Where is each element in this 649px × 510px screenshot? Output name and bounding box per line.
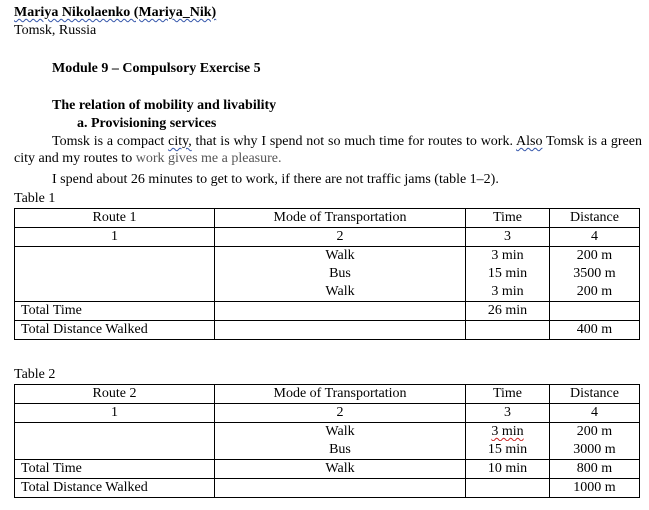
table-cell bbox=[215, 479, 466, 498]
table-cell: 200 m bbox=[550, 247, 640, 266]
table-1-number-cell: 3 bbox=[466, 228, 550, 247]
table-row bbox=[15, 321, 640, 340]
table-2-number-cell: 3 bbox=[466, 404, 550, 423]
table-1 bbox=[14, 208, 640, 340]
table-1-header-row bbox=[15, 209, 640, 228]
table-2-header-row bbox=[15, 385, 640, 404]
table-1-header-route: Route 1 bbox=[15, 209, 215, 228]
paragraph-1 bbox=[14, 133, 642, 167]
table-cell: Walk bbox=[215, 283, 466, 302]
table-cell: Total Time bbox=[15, 460, 215, 479]
table-row bbox=[15, 479, 640, 498]
author-location: Tomsk, Russia bbox=[14, 23, 97, 38]
table-cell: Walk bbox=[215, 247, 466, 266]
paragraph-1-part-2: that is why I spend not so much time for routes to work. bbox=[191, 134, 516, 149]
table-row bbox=[15, 247, 640, 266]
table-2-number-cell: 2 bbox=[215, 404, 466, 423]
table-cell: Bus bbox=[215, 265, 466, 283]
paragraph-2: I spend about 26 minutes to get to work, if there are not traffic jams (table 1–2). bbox=[52, 172, 499, 187]
table-cell bbox=[466, 321, 550, 340]
table-2-number-cell: 4 bbox=[550, 404, 640, 423]
table-1-caption: Table 1 bbox=[14, 191, 56, 206]
table-cell bbox=[15, 423, 215, 442]
table-2-number-cell: 1 bbox=[15, 404, 215, 423]
table-1-header-time: Time bbox=[466, 209, 550, 228]
table-1-header-distance: Distance bbox=[550, 209, 640, 228]
paragraph-1-part-3: Tomsk is a green city and my routes to bbox=[14, 134, 642, 166]
table-row bbox=[15, 423, 640, 442]
section-title: The relation of mobility and livability bbox=[52, 98, 277, 113]
table-row bbox=[15, 302, 640, 321]
table-cell: 15 min bbox=[466, 441, 550, 460]
table-cell: 3 min bbox=[466, 247, 550, 266]
table-2-number-row bbox=[15, 404, 640, 423]
table-cell-text: 3 min bbox=[491, 424, 524, 439]
paragraph-1-part-1: Tomsk is a compact bbox=[52, 134, 169, 149]
table-cell bbox=[15, 247, 215, 266]
table-cell: 3000 m bbox=[550, 441, 640, 460]
table-cell: 3 min bbox=[466, 283, 550, 302]
table-cell: Walk bbox=[215, 460, 466, 479]
table-cell bbox=[550, 302, 640, 321]
table-cell: 200 m bbox=[550, 283, 640, 302]
table-cell bbox=[466, 423, 550, 442]
table-2 bbox=[14, 384, 640, 498]
subsection-title: a. Provisioning services bbox=[77, 116, 217, 131]
table-2-header-mode: Mode of Transportation bbox=[215, 385, 466, 404]
table-cell: 15 min bbox=[466, 265, 550, 283]
module-title: Module 9 – Compulsory Exercise 5 bbox=[52, 61, 261, 76]
table-cell: 1000 m bbox=[550, 479, 640, 498]
paragraph-1-word-also: Also bbox=[516, 134, 543, 149]
table-row bbox=[15, 283, 640, 302]
table-cell: 800 m bbox=[550, 460, 640, 479]
table-2-header-distance: Distance bbox=[550, 385, 640, 404]
table-cell: Total Distance Walked bbox=[15, 479, 215, 498]
table-cell: 400 m bbox=[550, 321, 640, 340]
table-cell bbox=[15, 265, 215, 283]
table-cell bbox=[215, 321, 466, 340]
table-1-number-cell: 4 bbox=[550, 228, 640, 247]
table-cell: 3500 m bbox=[550, 265, 640, 283]
table-cell: 26 min bbox=[466, 302, 550, 321]
table-cell: 10 min bbox=[466, 460, 550, 479]
table-row bbox=[15, 265, 640, 283]
table-1-number-cell: 1 bbox=[15, 228, 215, 247]
table-1-number-row bbox=[15, 228, 640, 247]
table-row bbox=[15, 441, 640, 460]
table-cell bbox=[15, 283, 215, 302]
paragraph-1-word-city: city, bbox=[168, 134, 192, 149]
table-cell: Walk bbox=[215, 423, 466, 442]
table-2-header-route: Route 2 bbox=[15, 385, 215, 404]
author-name: Mariya Nikolaenko (Mariya_Nik) bbox=[14, 5, 217, 20]
paragraph-1-part-4: work gives me a pleasure. bbox=[135, 151, 282, 166]
table-1-number-cell: 2 bbox=[215, 228, 466, 247]
table-1-header-mode: Mode of Transportation bbox=[215, 209, 466, 228]
table-cell bbox=[466, 479, 550, 498]
table-2-header-time: Time bbox=[466, 385, 550, 404]
table-cell: Total Distance Walked bbox=[15, 321, 215, 340]
table-cell bbox=[15, 441, 215, 460]
table-cell: 200 m bbox=[550, 423, 640, 442]
table-cell: Bus bbox=[215, 441, 466, 460]
table-cell bbox=[215, 302, 466, 321]
table-2-caption: Table 2 bbox=[14, 367, 56, 382]
table-cell: Total Time bbox=[15, 302, 215, 321]
table-row bbox=[15, 460, 640, 479]
